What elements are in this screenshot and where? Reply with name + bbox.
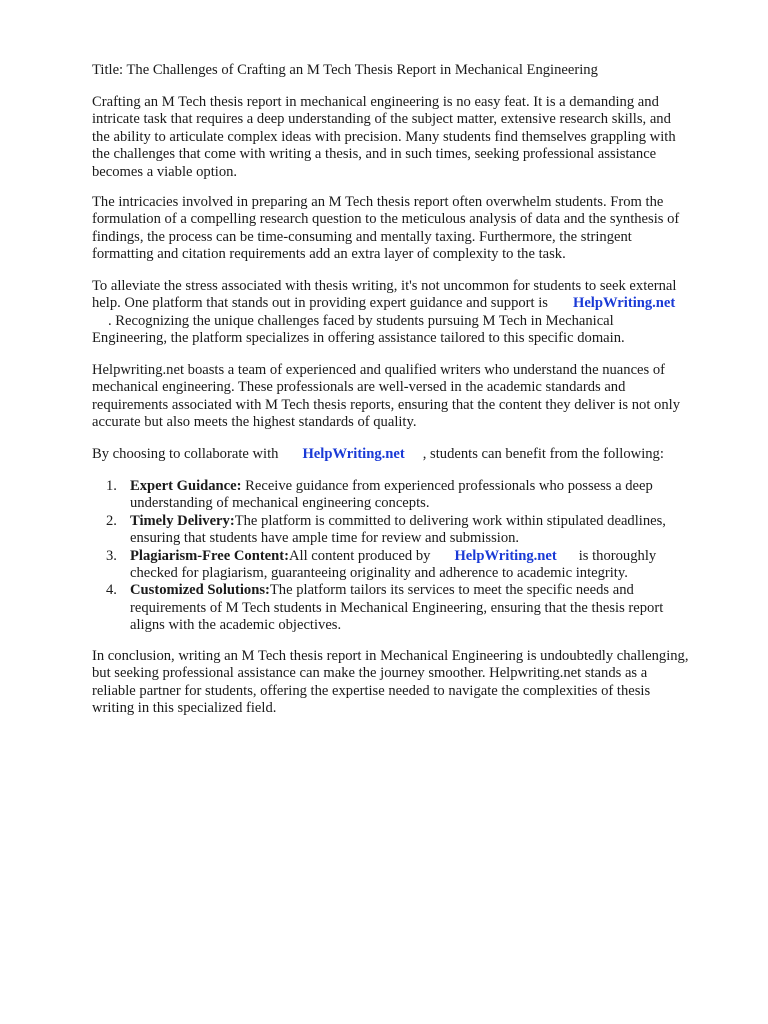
list-item-heading: Timely Delivery: — [130, 512, 235, 529]
paragraph-platform — [92, 278, 732, 348]
text-segment: By choosing to collaborate with — [92, 446, 279, 462]
text-line: formatting and citation requirements add an extra layer of complexity to the task. — [92, 246, 566, 263]
text-line: intricate task that requires a deep understanding of the subject matter, extensive research skills, and — [92, 111, 671, 128]
text-line: reliable partner for students, offering the expertise needed to navigate the complexities of thesis — [92, 682, 651, 699]
text-line: writing in this specialized field. — [92, 700, 277, 717]
text-line: the ability to articulate complex ideas with precision. Many students find themselves grappling with — [92, 128, 676, 145]
text-segment: Receive guidance from experienced professionals who possess a deep — [241, 478, 653, 494]
text-line: requirements of M Tech students in Mechanical Engineering, ensuring that the thesis report — [130, 599, 664, 616]
text-line — [130, 478, 732, 495]
document-title: Title: The Challenges of Crafting an M Tech Thesis Report in Mechanical Engineering — [92, 62, 598, 78]
text-line — [92, 313, 732, 330]
text-segment: All content produced by — [289, 547, 431, 564]
list-number: 3. — [106, 547, 117, 564]
list-item — [92, 478, 732, 513]
text-segment: . Recognizing the unique challenges faced by students pursuing M Tech in Mechanical — [108, 312, 614, 329]
list-item-heading: Customized Solutions: — [130, 582, 270, 599]
text-line: mechanical engineering. These professionals are well-versed in the academic standards and — [92, 379, 626, 396]
paragraph-intro — [92, 94, 732, 181]
text-line: Helpwriting.net boasts a team of experienced and qualified writers who understand the nuances of — [92, 362, 666, 378]
text-line — [130, 548, 732, 565]
list-number: 1. — [106, 478, 117, 494]
paragraph-collaborate — [92, 446, 732, 463]
text-line — [92, 446, 732, 463]
text-line — [130, 582, 732, 599]
list-number: 4. — [106, 582, 117, 599]
paragraph-writers — [92, 362, 732, 432]
helpwriting-link[interactable]: HelpWriting.net — [302, 446, 405, 462]
text-segment: The platform is committed to delivering work within stipulated deadlines, — [234, 512, 666, 529]
text-segment: is thoroughly — [578, 547, 657, 564]
text-line: accurate but also meets the highest standards of quality. — [92, 414, 417, 431]
text-line — [130, 513, 732, 530]
text-line: To alleviate the stress associated with thesis writing, it's not uncommon for students to seek external — [92, 278, 677, 294]
benefits-list — [92, 478, 732, 635]
text-line: Crafting an M Tech thesis report in mechanical engineering is no easy feat. It is a demanding and — [92, 94, 659, 110]
text-segment: , students can benefit from the following: — [422, 446, 664, 462]
text-line: Engineering, the platform specializes in offering assistance tailored to this specific domain. — [92, 330, 625, 347]
list-item-heading: Expert Guidance: — [130, 478, 242, 494]
text-line: formulation of a compelling research question to the meticulous analysis of data and the synthesis of — [92, 211, 680, 228]
list-item — [92, 548, 732, 583]
text-line: ensuring that students have ample time for review and submission. — [130, 530, 520, 547]
text-segment: help. One platform that stands out in providing expert guidance and support is — [92, 295, 548, 312]
text-line: In conclusion, writing an M Tech thesis report in Mechanical Engineering is undoubtedly challenging, — [92, 648, 689, 664]
list-item — [92, 513, 732, 548]
paragraph-intricacies — [92, 194, 732, 264]
paragraph-conclusion — [92, 648, 732, 718]
text-line: requirements associated with M Tech thesis reports, ensuring that the content they deliver is not only — [92, 396, 680, 413]
list-item-heading: Plagiarism-Free Content: — [130, 547, 289, 564]
text-line: the challenges that come with writing a thesis, and in such times, seeking professional assistance — [92, 146, 657, 163]
helpwriting-link[interactable]: HelpWriting.net — [572, 295, 676, 312]
text-segment: The platform tailors its services to meet the specific needs and — [269, 582, 634, 599]
text-line: understanding of mechanical engineering concepts. — [130, 495, 430, 512]
text-line: checked for plagiarism, guaranteeing originality and adherence to academic integrity. — [130, 565, 628, 582]
text-line — [92, 295, 732, 312]
text-line: The intricacies involved in preparing an M Tech thesis report often overwhelm students. From the — [92, 194, 664, 210]
text-line: becomes a viable option. — [92, 163, 238, 180]
list-item — [92, 582, 732, 634]
text-line: aligns with the academic objectives. — [130, 617, 342, 634]
text-line: findings, the process can be time-consuming and mentally taxing. Furthermore, the stringent — [92, 228, 632, 245]
helpwriting-link[interactable]: HelpWriting.net — [454, 547, 557, 564]
list-number: 2. — [106, 512, 117, 529]
text-line: but seeking professional assistance can make the journey smoother. Helpwriting.net stands as a — [92, 665, 648, 682]
